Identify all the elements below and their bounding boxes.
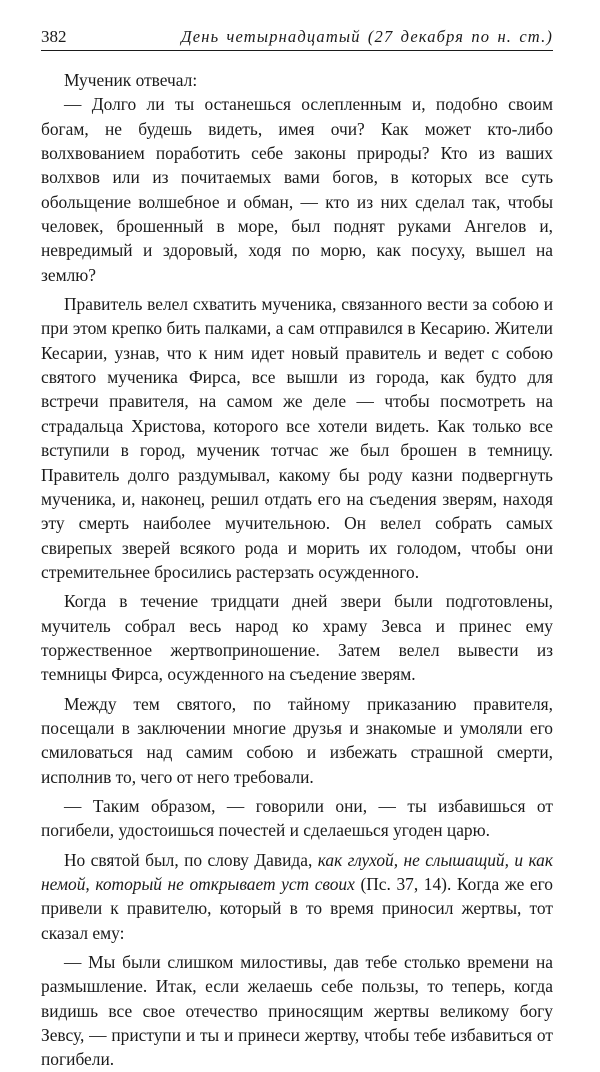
body-text xyxy=(41,68,553,1072)
paragraph-7-end: Когда же его привели к правителю, который в то время приносил жертвы, тот сказал ему: xyxy=(41,874,553,943)
scripture-quote: как глухой, не слышащий, и как немой, который не открывает уст своих xyxy=(41,849,553,894)
page-number: 382 xyxy=(41,27,67,46)
paragraph-5: Между тем святого, по тайному приказанию правителя, посещали в заключении многие друзья и знакомые и умоляли его смиловаться над самим собою и избежать страшной смерти, исполнив то, чего от него требовали. xyxy=(41,693,553,787)
paragraph-8: — Мы были слишком милостивы, дав тебе столько времени на размышление. Итак, если желаешь себе пользы, то теперь, когда видишь все свое отечество приносящим жертвы великому богу Зевсу, — приступи и ты и принеси жертву, чтобы тебе избавиться от погибели. xyxy=(41,952,553,1070)
paragraph-4: Когда в течение тридцати дней звери были подготовлены, мучитель собрал весь народ ко храму Зевса и принес ему торжественное жертвоприношение. Затем велел вывести из темницы Фирса, осужденного на съедение зверям. xyxy=(41,591,553,685)
paragraph-7-start: Но святой был, по слову Давида, xyxy=(64,849,318,870)
chapter-title: День четырнадцатый (27 декабря по н. ст.) xyxy=(181,27,553,46)
paragraph-6: — Таким образом, — говорили они, — ты избавишься от погибели, удостоишься почестей и сделаешься угоден царю. xyxy=(41,795,553,841)
paragraph-7 xyxy=(41,848,553,945)
running-header xyxy=(41,26,553,51)
paragraph-2: — Долго ли ты останешься ослепленным и, подобно своим богам, не будешь видеть, имея очи? Как может кто-либо волхвованием поработить себе законы природы? Кто из ваших волхвов или из почитаемых вами богов, в которых все суть обольщение волшебное и обман, — кто из них сделал так, чтобы человек, брошенный в море, был поднят руками Ангелов и, невредимый и здоровый, ходя по морю, как посуху, вышел на землю? xyxy=(41,94,553,285)
paragraph-1: Мученик отвечал: xyxy=(64,70,198,90)
scripture-reference: (Пс. 37, 14). xyxy=(354,874,452,894)
paragraph-3: Правитель велел схватить мученика, связанного вести за собою и при этом крепко бить палками, а сам отправился в Кесарию. Жители Кесарии, узнав, что к ним идет новый правитель и ведет с собою святого мученика Фирса, все вышли из города, как будто для встречи правителя, на самом же деле — чтобы посмотреть на страдальца Христова, которого все хотели видеть. Как только все вступили в город, мученик тотчас же был брошен в темницу. Правитель долго раздумывал, какому бы роду казни подвергнуть мученика, и, наконец, решил отдать его на съедения зверям, находя эту смерть наиболее мучительною. Он велел собрать самых свирепых зверей всякого рода и морить их голодом, чтобы они стремительнее бросились растерзать осужденного. xyxy=(41,294,553,582)
